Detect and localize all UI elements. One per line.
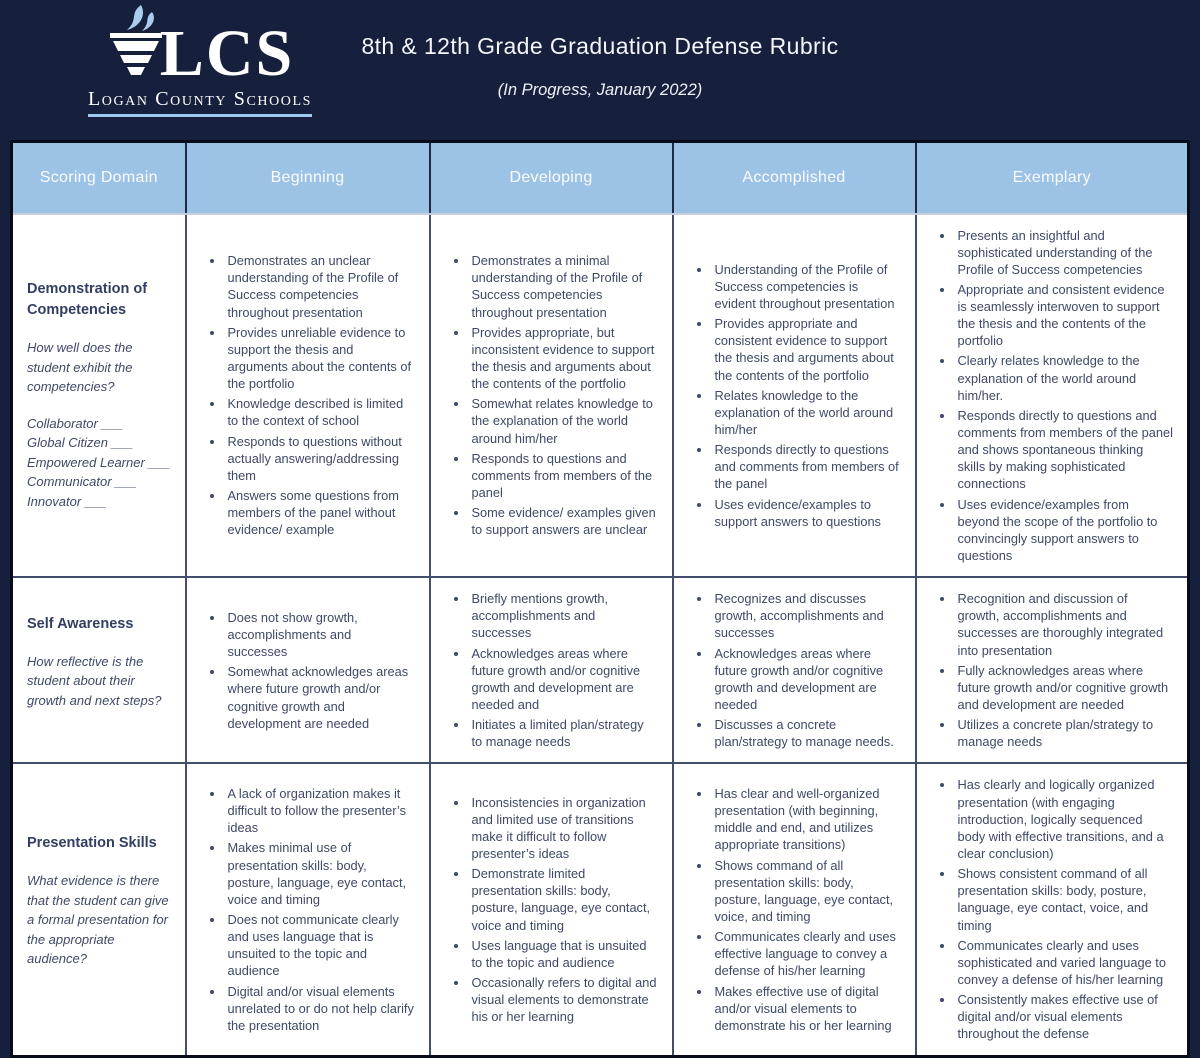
- bullet-item: • Knowledge described is limited to the context of school: [225, 395, 415, 429]
- level-cell-beginning: [186, 214, 430, 578]
- table-row-presentation-skills: [12, 763, 1189, 1056]
- level-cell-developing: [430, 214, 673, 578]
- bullet-item: • Responds to questions without actually answering/addressing them: [225, 433, 415, 484]
- bullet-item: • Does not show growth, accomplishments and successes: [225, 609, 415, 660]
- bullet-item: • Briefly mentions growth, accomplishments and successes: [469, 590, 658, 641]
- level-cell-exemplary: [916, 577, 1189, 763]
- domain-title: Presentation Skills: [27, 835, 157, 852]
- bullet-item: • Provides unreliable evidence to support the thesis and arguments about the contents of the portfolio: [225, 324, 415, 393]
- level-cell-developing: [430, 763, 673, 1056]
- lcs-logo: [85, 8, 315, 117]
- bullet-item: • Discusses a concrete plan/strategy to manage needs.: [712, 716, 901, 750]
- bullet-item: • Clearly relates knowledge to the explanation of the world around him/her.: [955, 352, 1174, 403]
- logo-name: Logan County Schools: [88, 88, 312, 117]
- bullet-item: • Appropriate and consistent evidence is seamlessly interwoven to support the thesis and the contents of the portfolio: [955, 281, 1174, 350]
- bullet-item: • Occasionally refers to digital and visual elements to demonstrate his or her learning: [469, 974, 658, 1025]
- bullet-list: [686, 785, 901, 1034]
- bullet-item: • Relates knowledge to the explanation of the world around him/her: [712, 387, 901, 438]
- document-header: [0, 0, 1200, 140]
- page-title: 8th & 12th Grade Graduation Defense Rubric: [361, 33, 839, 59]
- bullet-list: [199, 252, 415, 538]
- bullet-item: • Presents an insightful and sophisticated understanding of the Profile of Success competencies: [955, 227, 1174, 278]
- level-cell-accomplished: [673, 577, 916, 763]
- column-header-developing: Developing: [430, 142, 673, 214]
- bullet-item: • Acknowledges areas where future growth and/or cognitive growth and development are needed and: [469, 645, 658, 714]
- bullet-list: [443, 590, 658, 750]
- bullet-item: • Communicates clearly and uses sophisticated and varied language to convey a defense of his/her learning: [955, 937, 1174, 988]
- bullet-list: [686, 261, 901, 530]
- level-cell-exemplary: [916, 214, 1189, 578]
- bullet-item: • Somewhat acknowledges areas where future growth and/or cognitive growth and development are needed: [225, 663, 415, 732]
- torch-icon: [106, 4, 166, 84]
- competency-line: Communicator ___: [27, 474, 137, 490]
- bullet-item: • Some evidence/ examples given to support answers are unclear: [469, 504, 658, 538]
- table-row-self-awareness: [12, 577, 1189, 763]
- bullet-list: [443, 252, 658, 538]
- table-header-row: [12, 142, 1189, 214]
- bullet-item: • Somewhat relates knowledge to the explanation of the world around him/her: [469, 395, 658, 446]
- column-header-exemplary: Exemplary: [916, 142, 1189, 214]
- rubric-table-wrapper: [10, 140, 1190, 1058]
- bullet-item: • Uses language that is unsuited to the topic and audience: [469, 937, 658, 971]
- competency-line: Global Citizen ___: [27, 435, 134, 451]
- bullet-item: • Uses evidence/examples from beyond the scope of the portfolio to convincingly support answers to questions: [955, 496, 1174, 565]
- domain-question: How well does the student exhibit the competencies?: [27, 340, 133, 395]
- bullet-item: • Responds to questions and comments from members of the panel: [469, 450, 658, 501]
- bullet-item: • Uses evidence/examples to support answers to questions: [712, 496, 901, 530]
- bullet-item: • Recognition and discussion of growth, accomplishments and successes are thoroughly integrated into presentation: [955, 590, 1174, 659]
- bullet-list: [443, 794, 658, 1026]
- logo-top: [85, 8, 315, 91]
- bullet-item: • Provides appropriate and consistent evidence to support the thesis and arguments about the contents of the portfolio: [712, 315, 901, 384]
- competency-checklist: [27, 414, 175, 512]
- bullet-item: • Responds directly to questions and comments from members of the panel: [712, 441, 901, 492]
- level-cell-beginning: [186, 763, 430, 1056]
- bullet-list: [929, 590, 1174, 750]
- bullet-item: • Inconsistencies in organization and limited use of transitions make it difficult to follow presenter’s ideas: [469, 794, 658, 863]
- page-subtitle: (In Progress, January 2022): [497, 81, 703, 99]
- domain-cell: [12, 577, 186, 763]
- bullet-item: • Answers some questions from members of the panel without evidence/ example: [225, 487, 415, 538]
- domain-cell: [12, 214, 186, 578]
- level-cell-beginning: [186, 577, 430, 763]
- bullet-list: [929, 776, 1174, 1042]
- bullet-item: • Recognizes and discusses growth, accomplishments and successes: [712, 590, 901, 641]
- bullet-item: • Utilizes a concrete plan/strategy to manage needs: [955, 716, 1174, 750]
- bullet-item: • Initiates a limited plan/strategy to manage needs: [469, 716, 658, 750]
- bullet-item: • Makes minimal use of presentation skills: body, posture, language, eye contact, voice and timing: [225, 839, 415, 908]
- bullet-item: • Demonstrate limited presentation skills: body, posture, language, eye contact, voice and timing: [469, 865, 658, 934]
- column-header-scoring-domain: Scoring Domain: [12, 142, 186, 214]
- bullet-list: [199, 609, 415, 732]
- bullet-item: • Shows consistent command of all presentation skills: body, posture, language, eye contact, voice, and timing: [955, 865, 1174, 934]
- domain-title: Self Awareness: [27, 615, 134, 632]
- bullet-item: • Understanding of the Profile of Success competencies is evident throughout presentation: [712, 261, 901, 312]
- domain-title: Demonstration of Competencies: [27, 281, 148, 319]
- column-header-accomplished: Accomplished: [673, 142, 916, 214]
- logo-acronym: LCS: [159, 17, 295, 91]
- bullet-item: • Fully acknowledges areas where future growth and/or cognitive growth and development are needed: [955, 662, 1174, 713]
- bullet-item: • Digital and/or visual elements unrelated to or do not help clarify the presentation: [225, 983, 415, 1034]
- bullet-list: [929, 227, 1174, 565]
- bullet-item: • Makes effective use of digital and/or visual elements to demonstrate his or her learning: [712, 983, 901, 1034]
- bullet-item: • Demonstrates an unclear understanding of the Profile of Success competencies throughout presentation: [225, 252, 415, 321]
- domain-question: How reflective is the student about their growth and next steps?: [27, 653, 162, 708]
- competency-line: Collaborator ___: [27, 415, 124, 431]
- bullet-item: • Acknowledges areas where future growth and/or cognitive growth and development are needed: [712, 645, 901, 714]
- bullet-item: • Responds directly to questions and comments from members of the panel and shows spontaneous thinking skills by making sophisticated connections: [955, 407, 1174, 493]
- domain-cell: [12, 763, 186, 1056]
- level-cell-exemplary: [916, 763, 1189, 1056]
- competency-line: Empowered Learner ___: [27, 454, 171, 470]
- bullet-item: • Does not communicate clearly and uses language that is unsuited to the topic and audience: [225, 911, 415, 980]
- bullet-item: • Communicates clearly and uses effective language to convey a defense of his/her learning: [712, 928, 901, 979]
- table-row-demonstration-of-competencies: [12, 214, 1189, 578]
- bullet-item: • Has clearly and logically organized presentation (with engaging introduction, logically sequenced body with effective transitions, and a clear conclusion): [955, 776, 1174, 862]
- domain-question: What evidence is there that the student can give a formal presentation for the appropriate audience?: [27, 873, 169, 967]
- level-cell-developing: [430, 577, 673, 763]
- bullet-list: [686, 590, 901, 750]
- bullet-list: [199, 785, 415, 1034]
- competency-line: Innovator ___: [27, 493, 107, 509]
- bullet-item: • A lack of organization makes it difficult to follow the presenter’s ideas: [225, 785, 415, 836]
- bullet-item: • Provides appropriate, but inconsistent evidence to support the thesis and arguments about the contents of the portfolio: [469, 324, 658, 393]
- bullet-item: • Shows command of all presentation skills: body, posture, language, eye contact, voice, and timing: [712, 857, 901, 926]
- bullet-item: • Demonstrates a minimal understanding of the Profile of Success competencies throughout presentation: [469, 252, 658, 321]
- bullet-item: • Has clear and well-organized presentation (with beginning, middle and end, and utilizes appropriate transitions): [712, 785, 901, 854]
- level-cell-accomplished: [673, 763, 916, 1056]
- rubric-table: [10, 140, 1190, 1058]
- column-header-beginning: Beginning: [186, 142, 430, 214]
- level-cell-accomplished: [673, 214, 916, 578]
- bullet-item: • Consistently makes effective use of digital and/or visual elements throughout the defense: [955, 991, 1174, 1042]
